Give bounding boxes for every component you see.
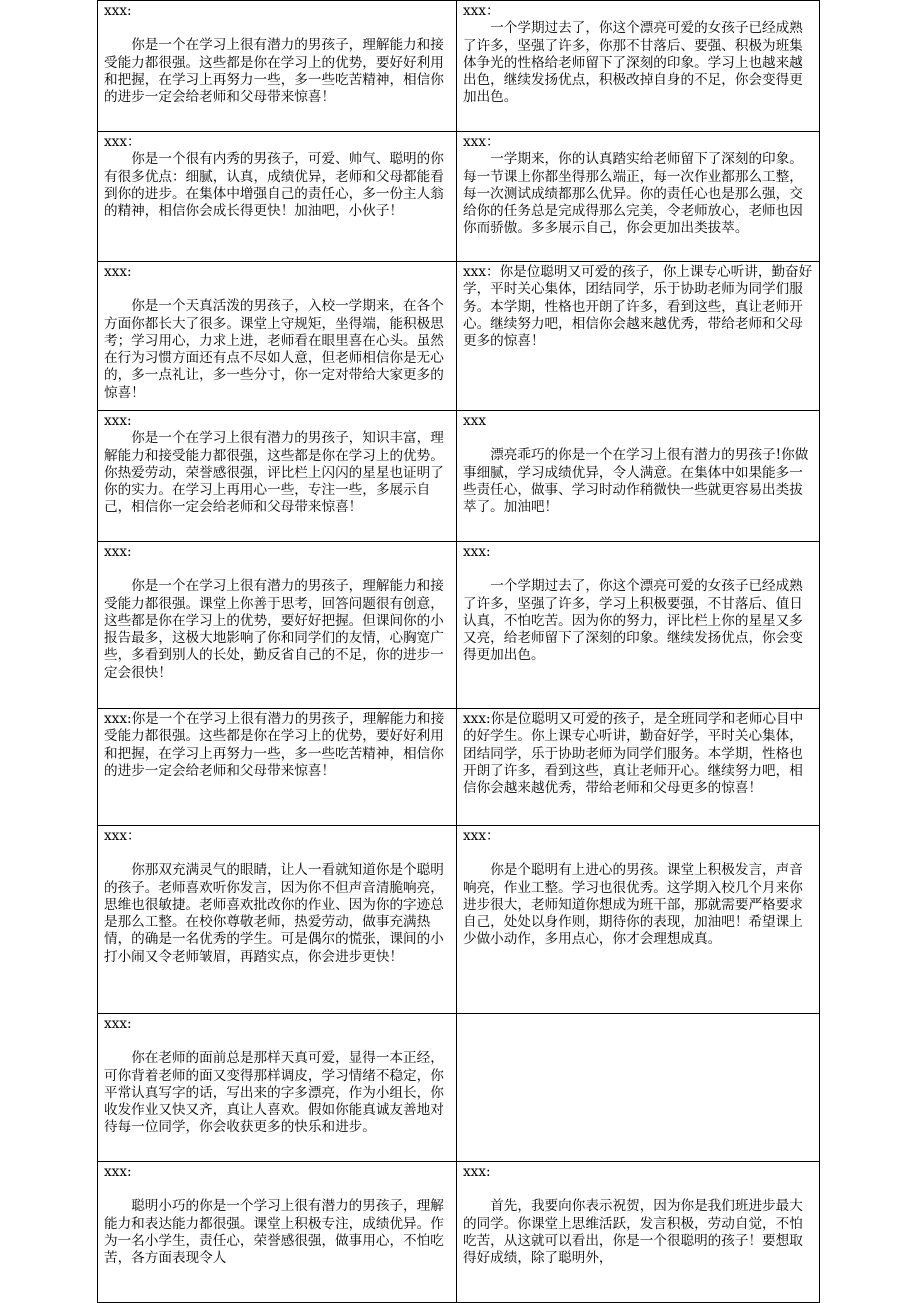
student-name-label: xxx: [104,413,132,429]
comment-text: 你是位聪明又可爱的孩子，你上课专心听讲，勤奋好学，平时关心集体，团结同学，乐于协助老师为同学们服务。本学期，性格也开朗了许多，看到这些，真让老师开心。继续努力吧，相信你会越来越优秀，带给老师和父母更多的惊喜！ [463,264,813,350]
comment-cell-right [457,1,820,132]
comment-row [98,132,820,262]
comment-row [98,709,820,826]
comment-text: 你是位聪明又可爱的孩子，是全班同学和老师心目中的好学生。你上课专心听讲，勤奋好学，平时关心集体，团结同学，乐于协助老师为同学们服务。本学期，性格也开朗了许多，看到这些，真让老师开心。继续努力吧，相信你会越来越优秀，带给老师和父母更多的惊喜！ [463,711,804,797]
student-name-label: xxx: [104,711,132,727]
blank-line [104,20,451,37]
comment-text: 漂亮乖巧的你是一个在学习上很有潜力的男孩子!你做事细腻，学习成绩优异，令人满意。在集体中如果能多一些责任心，做事、学习时动作稍微快一些就更容易出类拔萃了。加油吧！ [463,447,809,516]
comment-text: 一个学期过去了，你这个漂亮可爱的女孩子已经成熟了许多，坚强了许多，你那不甘落后、要强、积极为班集体争光的性格给老师留下了深刻的印象。学习上也越来越出色，继续发扬优点，积极改掉自身的不足，你会变得更加出色。 [463,20,803,106]
comment-cell-left [98,262,457,411]
student-name-label: xxx: [104,3,132,19]
comment-text: 你是一个在学习上很有潜力的男孩子，理解能力和接受能力都很强。课堂上你善于思考，回答问题很有创意，这些都是你在学习上的优势，要好好把握。但课间你的小报告最多，这极大地影响了你和同学们的友情，心胸宽广些，多看到别人的长处，勤反省自己的不足，你的进步一定会很快！ [104,578,444,681]
blank-line [104,1181,451,1198]
blank-line [104,281,451,298]
comment-cell-right [457,1162,820,1303]
student-name-label: xxx: [104,1016,132,1032]
comment-cell-left [98,1014,457,1162]
comment-text: 一个学期过去了，你这个漂亮可爱的女孩子已经成熟了许多，坚强了许多，学习上积极要强，不甘落后、值日认真，不怕吃苦。因为你的努力，评比栏上你的星星又多又亮，给老师留下了深刻的印象。继续发扬优点，你会变得更加出色。 [463,578,803,664]
student-name-label: xxx： [104,828,141,844]
student-name-label: xxx: [463,544,491,560]
student-name-label: xxx: [463,1164,491,1180]
comment-row [98,826,820,1014]
comment-cell-right [457,1014,820,1162]
student-name-label: xxx [463,413,486,429]
comment-text: 首先，我要向你表示祝贺，因为你是我们班进步最大的同学。你课堂上思维活跃，发言积极，劳动自觉，不怕吃苦，从这就可以看出，你是一个很聪明的孩子！要想取得好成绩，除了聪明外， [463,1198,803,1267]
comment-row [98,1014,820,1162]
comment-cell-left [98,542,457,709]
comment-cell-left [98,1162,457,1303]
comment-text: 你是一个很有内秀的男孩子，可爱、帅气、聪明的你有很多优点：细腻，认真，成绩优异，老师和父母都能看到你的进步。在集体中增强自己的责任心，多一份主人翁的精神，相信你会成长得更快！加油吧，小伙子！ [104,151,444,220]
blank-line [104,1033,451,1050]
comment-text: 你是个聪明有上进心的男孩。课堂上积极发言，声音响亮，作业工整。学习也很优秀。这学期入校几个月来你进步很大，老师知道你想成为班干部，那就需要严格要求自己，处处以身作则，期待你的表现，加油吧！希望课上少做小动作，多用点心，你才会理想成真。 [463,862,803,948]
comment-cell-right [457,826,820,1014]
comment-text: 你是一个在学习上很有潜力的男孩子，理解能力和接受能力都很强。这些都是你在学习上的优势，要好好利用和把握，在学习上再努力一些，多一些吃苦精神，相信你的进步一定会给老师和父母带来惊喜！ [104,711,445,779]
comment-cell-left [98,709,457,826]
comment-cell-right [457,262,820,411]
blank-line [463,561,814,578]
comment-text: 你是一个天真活泼的男孩子，入校一学期来，在各个方面你都长大了很多。课堂上守规矩，坐得端，能积极思考；学习用心，力求上进，老师看在眼里喜在心头。虽然在行为习惯方面还有点不尽如人意，但老师相信你是无心的，多一点礼让，多一些分寸，你一定对带给大家更多的惊喜！ [104,298,444,401]
comment-text: 你在老师的面前总是那样天真可爱，显得一本正经，可你背着老师的面又变得那样调皮，学习情绪不稳定，你平常认真写字的话，写出来的字多漂亮，作为小组长，你收发作业又快又齐，真让人喜欢。假如你能真诚友善地对待每一位同学，你会收获更多的快乐和进步。 [104,1050,444,1136]
comment-text: 你那双充满灵气的眼睛，让人一看就知道你是个聪明的孩子。老师喜欢听你发言，因为你不但声音清脆响亮，思维也很敏捷。老师喜欢批改你的作业、因为你的字迹总是那么工整。在校你尊敬老师，热爱劳动，做事充满热情，的确是一名优秀的学生。可是偶尔的慌张，课间的小打小闹又令老师皱眉，再踏实点，你会进步更快！ [104,862,444,965]
student-name-label: xxx： [463,3,500,19]
student-name-label: xxx： [463,264,500,280]
comment-cell-right [457,709,820,826]
comment-row [98,411,820,542]
student-name-label: xxx： [104,134,141,150]
comment-text: 你是一个在学习上很有潜力的男孩子，理解能力和接受能力都很强。这些都是你在学习上的优势，要好好利用和把握，在学习上再努力一些，多一些吃苦精神，相信你的进步一定会给老师和父母带来惊喜！ [104,37,444,106]
comment-row [98,262,820,411]
student-name-label: xxx： [463,828,500,844]
blank-line [104,845,451,862]
blank-line [463,1181,814,1198]
blank-line [104,561,451,578]
blank-line [463,845,814,862]
comment-text: 聪明小巧的你是一个学习上很有潜力的男孩子，理解能力和表达能力都很强。课堂上积极专注，成绩优异。作为一名小学生，责任心，荣誉感很强，做事用心，不怕吃苦，各方面表现令人 [104,1198,444,1267]
comment-cell-left [98,1,457,132]
comment-row [98,1162,820,1303]
student-name-label: xxx: [104,544,132,560]
comment-row [98,542,820,709]
comment-row [98,1,820,132]
student-name-label: xxx: [104,264,132,280]
student-name-label: xxx: [463,711,491,727]
comment-text: 你是一个在学习上很有潜力的男孩子，知识丰富，理解能力和接受能力都很强，这些都是你在学习上的优势。你热爱劳动，荣誉感很强，评比栏上闪闪的星星也证明了你的实力。在学习上再用心一些，专注一些，多展示自己，相信你一定会给老师和父母带来惊喜！ [104,430,444,516]
student-name-label: xxx: [104,1164,132,1180]
comments-table [97,0,820,1303]
comment-text: 一学期来，你的认真踏实给老师留下了深刻的印象。每一节课上你都坐得那么端正，每一次作业都那么工整，每一次测试成绩都那么优异。你的责任心也是那么强，交给你的任务总是完成得那么完美，令老师放心，老师也因你而骄傲。多多展示自己，你会更加出类拔萃。 [463,151,803,237]
blank-line [463,430,814,447]
comment-cell-right [457,411,820,542]
comment-cell-left [98,826,457,1014]
comment-cell-left [98,411,457,542]
comment-cell-right [457,132,820,262]
comment-cell-left [98,132,457,262]
student-name-label: xxx： [463,134,500,150]
comment-cell-right [457,542,820,709]
